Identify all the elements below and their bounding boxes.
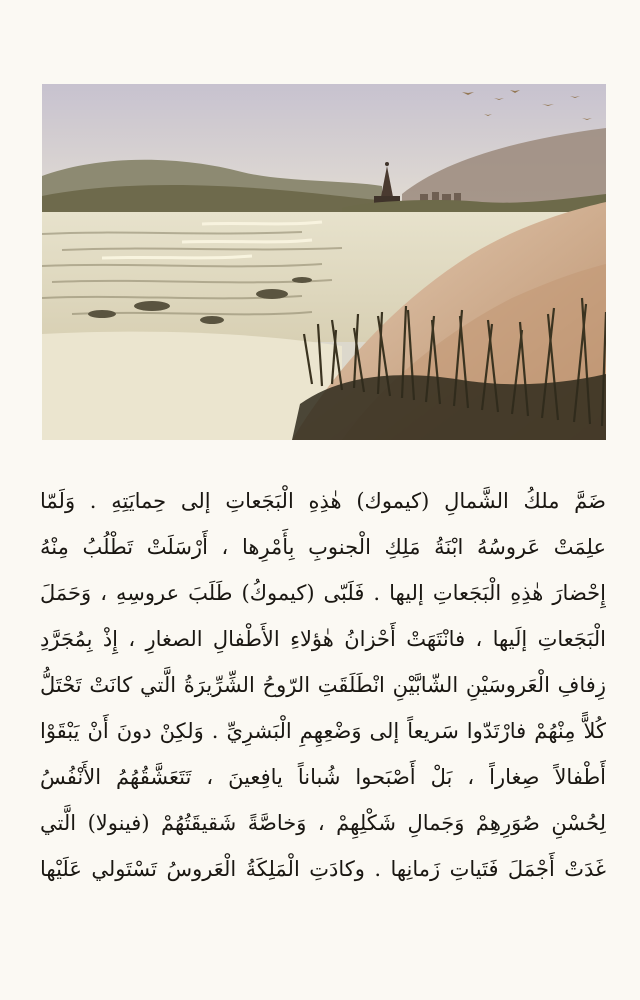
text-line-9: غَدَتْ أَجْمَلَ فَتَياتِ زَمانِها . وكادَتِ الْمَلِكَةُ الْعَروسُ تَسْتَولي عَلَيْها bbox=[40, 857, 606, 881]
text-line-5: زِفافِ الْعَروسَيْنِ الشّابَّيْنِ انْطَلَقَتِ الرّوحُ الشِّرِّيرَةُ الَّتي كانَتْ تَحْتَلُّ bbox=[40, 673, 606, 697]
text-line-2: علِمَتْ عَروسُهُ ابْنَةُ مَلِكِ الْجنوبِ بِأَمْرِها ، أَرْسَلَتْ تَطْلُبُ مِنْهُ bbox=[40, 535, 606, 559]
text-line-3: إِحْضارَ هٰذِهِ الْبَجَعاتِ إليها . فَلَبّى (كيموكُ) طَلَبَ عروسِهِ ، وَحَمَلَ bbox=[40, 581, 606, 605]
text-line-6: كُلاًّ مِنْهُمْ فارْتَدّوا سَريعاً إلى وَضْعِهِمِ الْبَشرِيِّ . وَلكِنْ دونَ أَنْ يَبْقَوْا bbox=[40, 719, 606, 743]
text-line-8: لِحُسْنِ صُوَرِهِمْ وَجَمالِ شَكْلِهِمْ ، وَخاصَّةً شَقيقَتُهُمْ (فينولا) الَّتي bbox=[40, 811, 606, 835]
text-line-4: الْبَجَعاتِ إلَيها ، فانْتَهَتْ أَحْزانُ هٰؤلاءِ الأَطْفالِ الصغارِ ، إِذْ بِمُجَرَّدِ bbox=[40, 627, 606, 651]
text-line-7: أَطْفالاً صِغاراً ، بَلْ أَصْبَحوا شُباناً يافِعينَ ، تَتَعَشَّقُهُمُ الأَنْفُسُ bbox=[40, 765, 606, 789]
story-paragraph bbox=[40, 478, 606, 892]
landscape-painting bbox=[42, 84, 606, 440]
landscape-illustration bbox=[42, 84, 606, 440]
text-line-1: ضَمَّ ملكُ الشَّمالِ (كيموك) هٰذِهِ الْبَجَعاتِ إلى حِمايَتِهِ . وَلَمّا bbox=[40, 489, 606, 513]
